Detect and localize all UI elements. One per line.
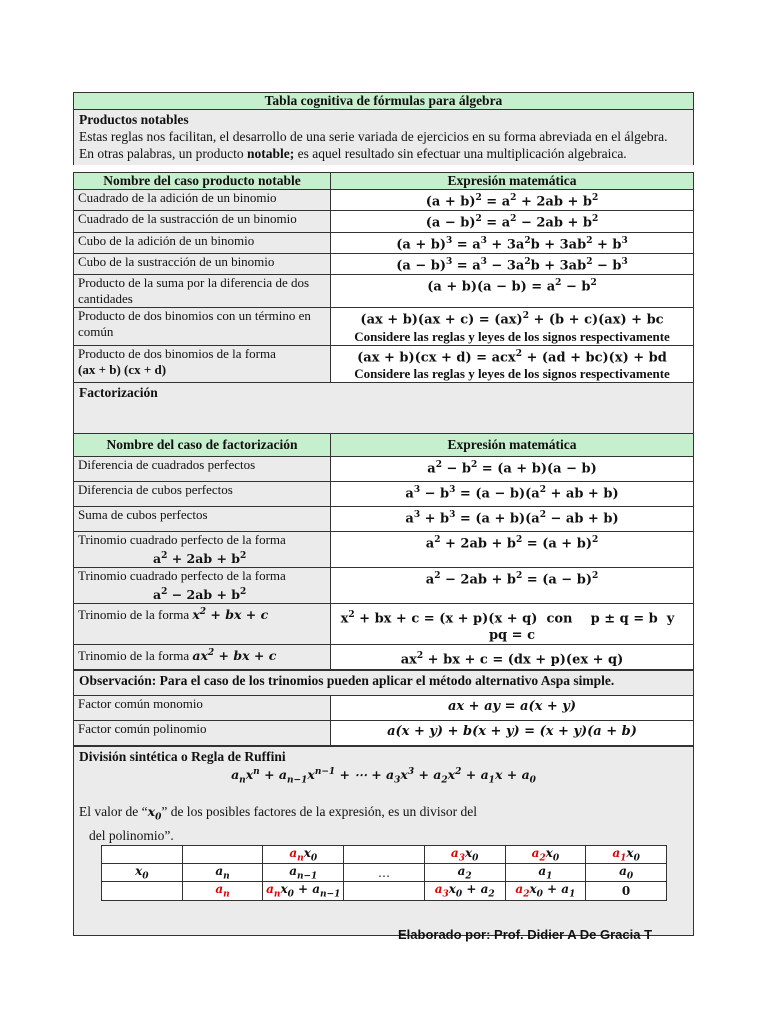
table-row [74,481,694,506]
productos-intro-line1: Estas reglas nos facilitan, el desarrollo de una serie variada de ejercicios en su forma abreviada en el álgebra. [79,129,668,144]
formula: $(a + b)^3 = a^3 + 3a^2b + 3ab^2 + b^3$ [331,232,694,253]
formula: $a^3 - b^3 = (a - b)(a^2$ + ab + b) [331,481,694,506]
formula: $(a + b)^2 = a^2 + 2ab + b^2$ [331,190,694,211]
signs-note: Considere las reglas y leyes de los signos respectivamente [354,365,670,381]
case-label: Producto de la suma por la diferencia de dos cantidades [74,275,331,308]
case-label: Diferencia de cuadrados perfectos [74,456,331,481]
cell: … [344,864,425,882]
cell: $a_1$ [505,864,586,882]
valor-text-c: del polinomio”. [89,827,174,843]
table-row [74,531,694,567]
productos-col-case: Nombre del caso producto notable [74,173,331,190]
case-label: Factor común polinomio [74,720,331,745]
formula: $(a - b)^2 = a^2 - 2ab + b^2$ [331,211,694,232]
productos-intro-bold: notable; [246,146,295,161]
factor-comun-table [73,695,694,746]
formula: ax + ay = a(x + y) [331,695,694,720]
polynomial-formula: $a_nx^n + a_{n-1}x^{n-1}$ + ⋯ + $a_3x^3 + a_2x^2 + a_1x + a_0$ [231,766,536,786]
ruffini-heading: División sintética o Regla de Ruffini [79,748,286,764]
formula: $ax^2$ + bx + c = (dx + p)(ex + q) [331,644,694,669]
formula: $a^3 + b^3 = (a + b)(a^2$ − ab + b) [331,506,694,531]
formula: $(a + b)(a - b) = a^2 - b^2$ [331,275,694,308]
case-label: Cuadrado de la sustracción de un binomio [74,211,331,232]
table-row [74,308,694,345]
ruffini-table [101,845,667,901]
formula: $a^2 - b^2 = (a + b)(a - b)$ [331,456,694,481]
sheet-title: Tabla cognitiva de fórmulas para álgebra [73,92,694,109]
cell: $a_3x_0 + a_2$ [424,882,505,900]
cell: $a_n$ [182,882,263,900]
signs-note: Considere las reglas y leyes de los signos respectivamente [354,328,670,344]
formula: (ax + b)(ax + c) = (ax)$^2$ + (b + c)(ax) + bc Considere las reglas y leyes de los signos respectivamente [331,308,694,345]
formula: $a^2 + 2ab + b^2 = (a + b)^2$ [331,531,694,567]
case-label: Suma de cubos perfectos [74,506,331,531]
table-row [74,211,694,232]
factorizacion-heading: Factorización [73,383,694,433]
productos-intro [73,109,694,165]
table-row [74,456,694,481]
observacion: Observación: Para el caso de los trinomios pueden aplicar el método alternativo Aspa simple. [73,670,694,695]
case-label-text: Trinomio de la forma [78,607,190,623]
footer-author: Elaborado por: Prof. Didier A De Gracia T [398,927,653,942]
case-label: Cuadrado de la adición de un binomio [74,190,331,211]
cell: $x_0$ [102,864,183,882]
table-row [74,604,694,644]
case-label: Factor común monomio [74,695,331,720]
cell: $a_2x_0 + a_1$ [505,882,586,900]
formula: (ax + b)(cx + d) = acx$^2$ + (ad + bc)(x) + bd Considere las reglas y leyes de los signos respectivamente [331,345,694,382]
cell: $a_nx_0 + a_{n-1}$ [263,882,344,900]
productos-col-expr: Expresión matemática [331,173,694,190]
valor-text-a: El valor de “ [79,804,148,820]
cell: $a_n$ [182,864,263,882]
table-row [102,882,667,900]
cell: $a_nx_0$ [263,845,344,863]
table-row [74,644,694,669]
productos-heading: Productos notables [79,112,189,127]
formula: $a^2 - 2ab + b^2 = (a - b)^2$ [331,568,694,604]
cell: $a_0$ [586,864,667,882]
valor-text: El valor de “$x_0$” de los posibles factores de la expresión, es un divisor del del polinomio”. [79,804,477,843]
formula: a(x + y) + b(x + y) = (x + y)(a + b) [331,720,694,745]
case-label-form: $a^2 + 2ab + b^2$ [153,550,247,567]
productos-intro-line2c: es aquel resultado sin efectuar una multiplicación algebraica. [294,146,627,161]
formula: $x^2$ + bx + c = (x + p)(x + q) con p ± q = b y pq = c [331,604,694,644]
case-label-form: (ax + b) (cx + d) [78,361,167,377]
case-label: Cubo de la sustracción de un binomio [74,253,331,274]
case-label: Trinomio de la forma $ax^2$ + bx + c [74,644,331,669]
table-row [74,232,694,253]
factorizacion-table [73,433,694,670]
cell: $a_2$ [424,864,505,882]
table-row [102,864,667,882]
cell: $a_2x_0$ [505,845,586,863]
cell: $a_{n-1}$ [263,864,344,882]
table-row [74,275,694,308]
valor-text-b: ” de los posibles factores de la expresión, es un divisor del [161,804,477,820]
table-row [74,695,694,720]
factorizacion-col-expr: Expresión matemática [331,433,694,456]
table-row [74,190,694,211]
formula-sheet [73,92,694,936]
case-label [74,531,331,567]
case-label: Trinomio de la forma $x^2$ + bx + c [74,604,331,644]
case-label [74,568,331,604]
factorizacion-col-case: Nombre del caso de factorización [74,433,331,456]
table-row [74,506,694,531]
cell: 0 [586,882,667,900]
productos-intro-line2a: En otras palabras, un producto [79,146,247,161]
table-row [102,845,667,863]
case-label: Diferencia de cubos perfectos [74,481,331,506]
ruffini-section [73,746,694,936]
case-label-text: Trinomio cuadrado perfecto de la forma [78,568,286,584]
table-row [74,253,694,274]
cell: $a_3x_0$ [424,845,505,863]
case-label-form: $a^2 - 2ab + b^2$ [153,587,247,603]
case-label [74,345,331,382]
productos-table [73,172,694,383]
formula: $(a - b)^3 = a^3 - 3a^2b + 3ab^2 - b^3$ [331,253,694,274]
case-label-text: Trinomio de la forma [78,647,190,663]
case-label-text: Trinomio cuadrado perfecto de la forma [78,531,286,547]
case-label-text: Producto de dos binomios de la forma [78,345,276,361]
table-row [74,345,694,382]
case-label: Cubo de la adición de un binomio [74,232,331,253]
case-label: Producto de dos binomios con un término en común [74,308,331,345]
table-row [74,720,694,745]
cell: $a_1x_0$ [586,845,667,863]
table-row [74,568,694,604]
